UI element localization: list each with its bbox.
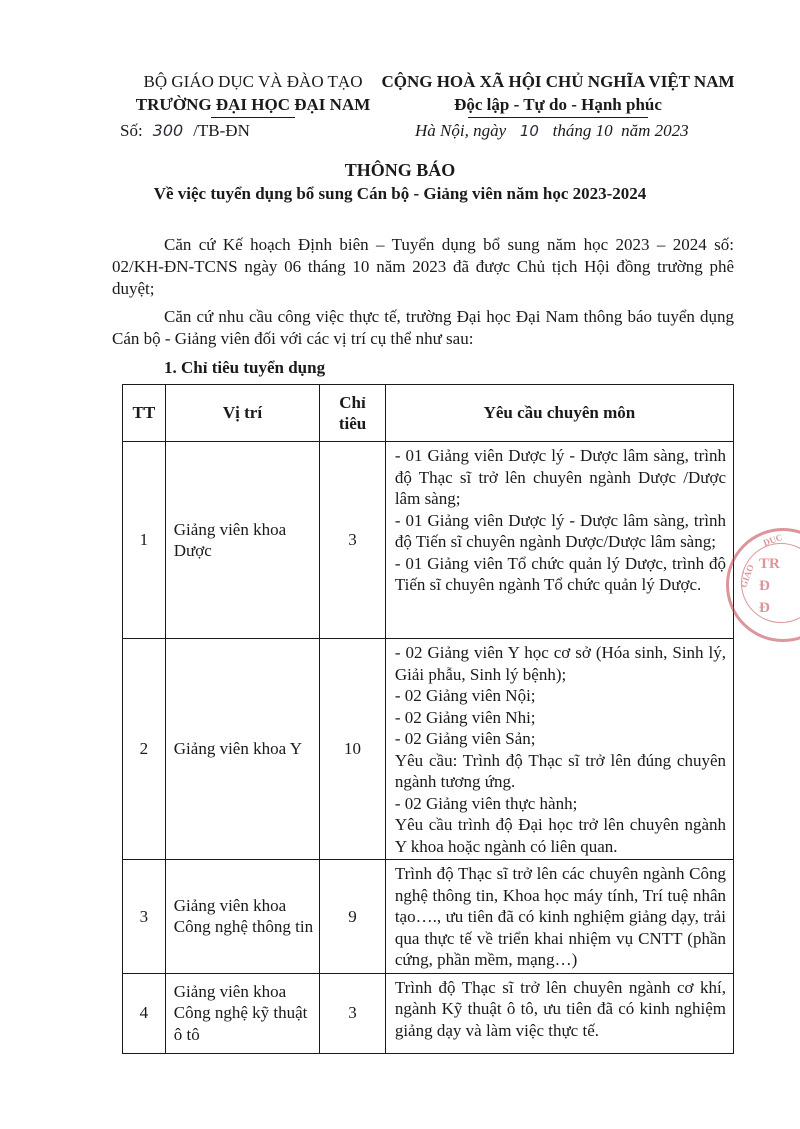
table-header-row [123,385,734,442]
requirement-line: - 01 Giảng viên Dược lý - Dược lâm sàng, trình độ Thạc sĩ trở lên chuyên ngành Dược /Dược lâm sàng; [394,446,726,508]
table-row [123,442,734,639]
motto-underline [468,117,648,118]
date-prefix: Hà Nội, ngày [415,121,507,140]
issuer-block [108,70,398,118]
number-suffix: /TB-ĐN [193,121,250,140]
table-row [123,639,734,860]
paragraph-legal-basis: Căn cứ Kế hoạch Định biên – Tuyển dụng bổ sung năm học 2023 – 2024 số: 02/KH-ĐN-TCNS ngày 06 tháng 10 năm 2023 đã được Chủ tịch Hội đồng trường phê duyệt; [112,235,734,298]
requirement-line: Yêu cầu: Trình độ Thạc sĩ trở lên đúng chuyên ngành tương ứng. [394,750,726,791]
row-requirements [385,973,733,1053]
document-title: THÔNG BÁO [344,160,456,180]
seal-arc-lettering: DỤC [761,531,784,549]
row-quota: 10 [320,639,386,860]
requirement-line: Trình độ Thạc sĩ trở lên chuyên ngành cơ khí, ngành Kỹ thuật ô tô, ưu tiên đã có kinh nghiệm giảng dạy và làm việc thực tế. [394,977,726,1040]
ministry-name: BỘ GIÁO DỤC VÀ ĐÀO TẠO [143,72,363,91]
row-quota: 9 [320,860,386,974]
requirement-line: - 02 Giảng viên Nội; [394,686,536,705]
requirement-line: - 02 Giảng viên Y học cơ sở (Hóa sinh, Sinh lý, Giải phẫu, Sinh lý bệnh); [394,643,726,684]
row-tt: 2 [123,639,166,860]
header-quota: Chỉ tiêu [320,385,386,442]
row-requirements [385,639,733,860]
country-name: CỘNG HOÀ XÃ HỘI CHỦ NGHĨA VIỆT NAM [381,72,735,91]
row-tt: 3 [123,860,166,974]
row-requirements [385,442,733,639]
row-tt: 1 [123,442,166,639]
date-suffix: tháng 10 năm 2023 [552,121,689,140]
row-position: Giảng viên khoa Y [165,639,319,860]
table-row [123,973,734,1053]
issuer-underline [211,117,295,118]
row-position: Giảng viên khoa Công nghệ thông tin [165,860,319,974]
recruitment-table [122,384,734,1054]
seal-arc-lettering: GIÁO [738,563,756,589]
row-tt: 4 [123,973,166,1053]
requirement-line: - 01 Giảng viên Tổ chức quản lý Dược, trình độ Tiến sĩ chuyên ngành Tổ chức quản lý Dược. [394,553,726,594]
row-quota: 3 [320,973,386,1053]
number-handwritten: 300 [152,121,184,140]
section-heading: 1. Chỉ tiêu tuyển dụng [164,358,326,377]
document-date [415,120,689,142]
number-prefix: Số: [120,121,143,140]
requirement-line: - 01 Giảng viên Dược lý - Dược lâm sàng, trình độ Tiến sĩ chuyên ngành Dược/Dược lâm sàng; [394,510,726,551]
seal-lettering: TR Đ Đ [759,556,780,616]
header-tt: TT [123,385,166,442]
national-motto: Độc lập - Tự do - Hạnh phúc [454,95,662,114]
requirement-line: - 02 Giảng viên Nhi; [394,707,536,727]
national-heading [368,70,748,118]
header-position: Vị trí [165,385,319,442]
row-quota: 3 [320,442,386,639]
document-number [120,120,250,142]
document-subtitle: Về việc tuyển dụng bổ sung Cán bộ - Giảng viên năm học 2023-2024 [153,184,647,203]
requirement-line: - 02 Giảng viên thực hành; [394,793,578,813]
row-requirements [385,860,733,974]
date-day-handwritten: 10 [519,122,539,140]
requirement-line: - 02 Giảng viên Sản; [394,729,536,748]
requirement-line: Yêu cầu trình độ Đại học trở lên chuyên ngành Y khoa hoặc ngành có liên quan. [394,815,726,856]
official-seal [726,528,800,642]
requirement-line: Trình độ Thạc sĩ trở lên các chuyên ngành Công nghệ thông tin, Khoa học máy tính, Trí tuệ nhân tạo…., ưu tiên đã có kinh nghiệm giảng dạy, trải qua thực tế về triển khai nhiệm vụ CNTT (phần cứng, phần mềm, mạng…) [394,864,726,969]
row-position: Giảng viên khoa Dược [165,442,319,639]
paragraph-needs: Căn cứ nhu cầu công việc thực tế, trường Đại học Đại Nam thông báo tuyển dụng Cán bộ - Giảng viên đối với các vị trí cụ thể như sau: [112,307,734,348]
header-requirement: Yêu cầu chuyên môn [385,385,733,442]
row-position: Giảng viên khoa Công nghệ kỹ thuật ô tô [165,973,319,1053]
school-name: TRƯỜNG ĐẠI HỌC ĐẠI NAM [135,95,371,114]
table-row [123,860,734,974]
